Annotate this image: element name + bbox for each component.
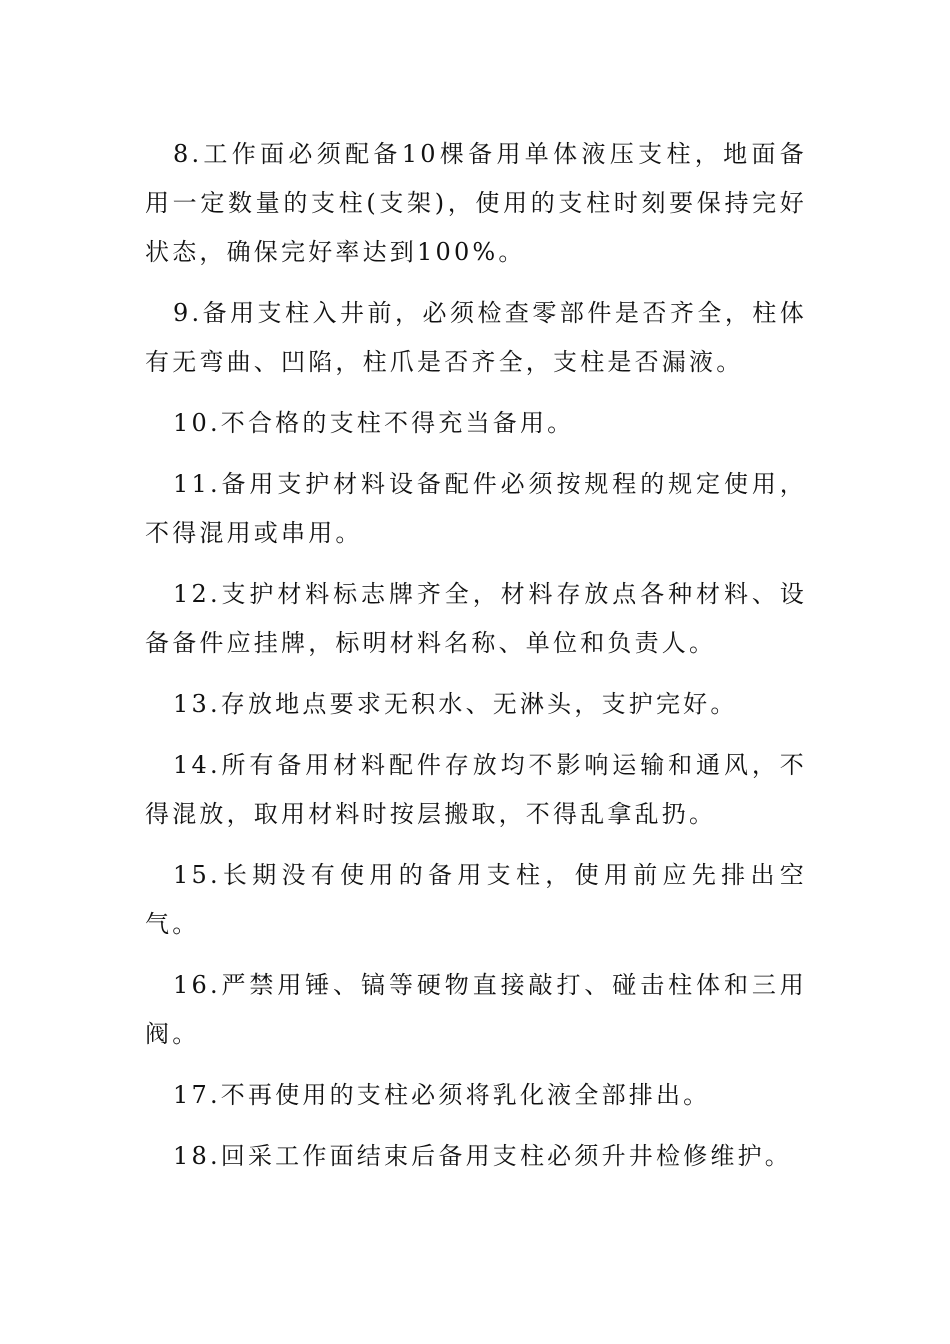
paragraph-item-11: 11.备用支护材料设备配件必须按规程的规定使用，不得混用或串用。 (145, 470, 807, 547)
paragraph-item-15: 15.长期没有使用的备用支柱，使用前应先排出空气。 (145, 861, 807, 938)
paragraph-item-9: 9.备用支柱入井前，必须检查零部件是否齐全，柱体有无弯曲、凹陷，柱爪是否齐全，支柱是否漏液。 (145, 299, 807, 376)
paragraph-item-16: 16.严禁用锤、镐等硬物直接敲打、碰击柱体和三用阀。 (145, 971, 807, 1048)
paragraph-item-14: 14.所有备用材料配件存放均不影响运输和通风，不得混放，取用材料时按层搬取，不得乱拿乱扔。 (145, 751, 807, 828)
document-body (145, 130, 807, 1193)
paragraph-item-10: 10.不合格的支柱不得充当备用。 (173, 409, 575, 437)
paragraph-item-13: 13.存放地点要求无积水、无淋头，支护完好。 (173, 690, 738, 718)
paragraph-item-12: 12.支护材料标志牌齐全，材料存放点各种材料、设备备件应挂牌，标明材料名称、单位和负责人。 (145, 580, 807, 657)
paragraph-item-8: 8.工作面必须配备10棵备用单体液压支柱，地面备用一定数量的支柱(支架)，使用的支柱时刻要保持完好状态，确保完好率达到100%。 (145, 140, 807, 266)
paragraph-item-17: 17.不再使用的支柱必须将乳化液全部排出。 (173, 1081, 711, 1109)
paragraph-item-18: 18.回采工作面结束后备用支柱必须升井检修维护。 (173, 1142, 792, 1170)
